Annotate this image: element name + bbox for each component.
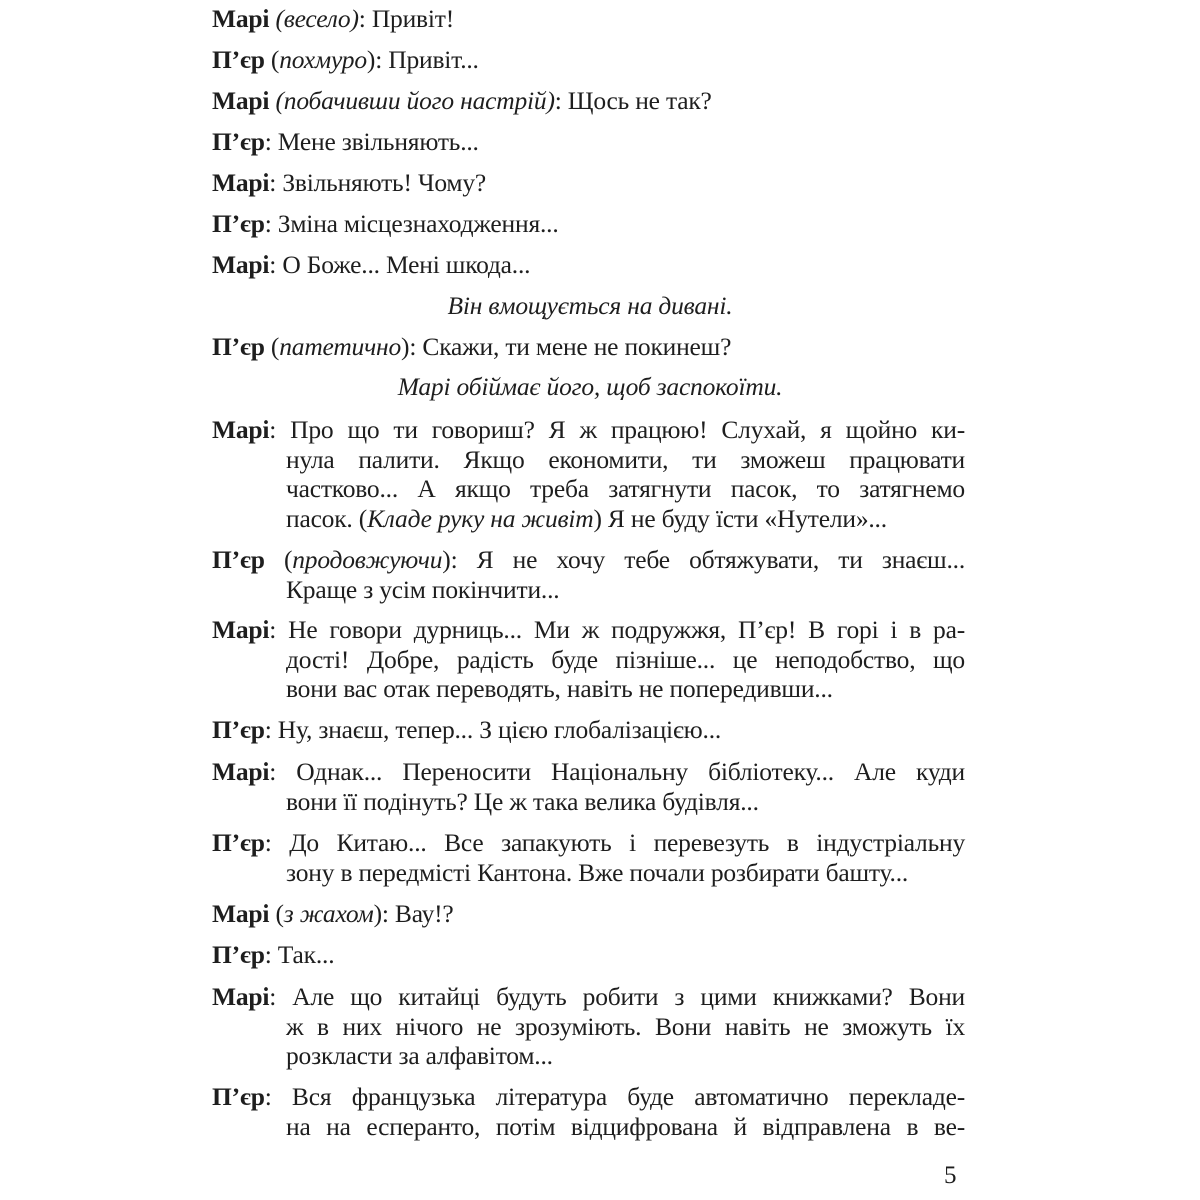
line-continuation: частково... А якщо треба затягнути пасок, то затягнемо xyxy=(286,474,965,503)
line-text: : Вау!? xyxy=(381,899,454,928)
line-text: : Скажи, ти мене не покинеш? xyxy=(409,332,732,361)
dialogue-line xyxy=(212,828,965,887)
line-continuation: Краще з усім покінчити... xyxy=(286,574,560,604)
dialogue-line xyxy=(212,86,712,116)
speaker-name: Марі xyxy=(212,86,270,115)
speaker-name: Марі xyxy=(212,757,270,786)
dialogue-line xyxy=(212,127,479,157)
dialogue-line xyxy=(212,45,479,75)
speaker-name: П’єр xyxy=(212,1082,265,1111)
line-text: : Вся французька література буде автоматично перекладе- xyxy=(264,1082,965,1111)
line-text: : Про що ти говориш? Я ж працюю! Слухай, я щойно ки- xyxy=(269,415,965,444)
speaker-name: П’єр xyxy=(212,332,265,361)
line-text: : Але що китайці будуть робити з цими книжками? Вони xyxy=(269,982,965,1011)
line-text: : До Китаю... Все запакують і перевезуть в індустріальну xyxy=(264,828,965,857)
dialogue-line xyxy=(212,168,486,198)
dialogue-line xyxy=(212,757,965,816)
dialogue-line xyxy=(212,545,965,604)
speaker-name: П’єр xyxy=(212,45,265,74)
line-continuation: дості! Добре, радість буде пізніше... це неподобство, що xyxy=(286,644,965,674)
stage-direction: Марі обіймає його, щоб заспокоїти. xyxy=(397,372,783,401)
dialogue-line xyxy=(212,415,965,533)
line-continuation: нула палити. Якщо економити, ти зможеш працювати xyxy=(286,444,965,474)
speaker-name: П’єр xyxy=(212,715,265,744)
line-continuation: ж в них нічого не зрозуміють. Вони навіть не зможуть їх xyxy=(286,1011,965,1041)
stage-direction: Він вмощується на дивані. xyxy=(447,291,733,320)
stage-direction-inline: (похмуро) xyxy=(270,45,376,74)
line-text: : Так... xyxy=(264,940,335,969)
line-continuation: розкласти за алфавітом... xyxy=(286,1041,553,1070)
dialogue-line xyxy=(212,982,965,1071)
speaker-name: П’єр xyxy=(212,209,265,238)
line-text: : Привіт... xyxy=(375,45,479,74)
stage-direction-inline: (продовжуючи) xyxy=(283,545,451,574)
dialogue-line xyxy=(212,332,731,362)
stage-direction-inline: (патетично) xyxy=(270,332,410,361)
line-continuation: вони вас отак переводять, навіть не попередивши... xyxy=(286,674,833,703)
speaker-name: П’єр xyxy=(212,828,265,857)
dialogue-line xyxy=(212,1082,965,1141)
page-number: 5 xyxy=(944,1162,957,1189)
line-text: : Однак... Переносити Національну бібліотеку... Але куди xyxy=(269,757,965,786)
dialogue-line xyxy=(212,940,334,970)
speaker-name: Марі xyxy=(212,899,270,928)
stage-direction-inline: (побачивши його настрій) xyxy=(275,86,555,115)
line-text: : Зміна місцезнаходження... xyxy=(264,209,559,238)
line-text: : Привіт! xyxy=(358,4,455,33)
dialogue-line xyxy=(212,615,965,704)
speaker-name: Марі xyxy=(212,168,270,197)
dialogue-line xyxy=(212,715,721,745)
line-text: : Я не хочу тебе обтяжувати, ти знаєш... xyxy=(450,545,965,574)
line-continuation: на на есперанто, потім відцифрована й відправлена в ве- xyxy=(286,1111,965,1141)
speaker-name: Марі xyxy=(212,4,270,33)
speaker-name: Марі xyxy=(212,250,270,279)
speaker-name: Марі xyxy=(212,615,270,644)
speaker-name: Марі xyxy=(212,415,270,444)
line-continuation: пасок. (Кладе руку на живіт) Я не буду їсти «Нутели»... xyxy=(286,503,887,533)
line-continuation: зону в передмісті Кантона. Вже почали розбирати башту... xyxy=(286,857,909,887)
dialogue-line xyxy=(212,4,454,34)
stage-direction-inline: (з жахом) xyxy=(275,899,382,928)
line-text: : Ну, знаєш, тепер... З цією глобалізацією... xyxy=(264,715,722,744)
stage-direction-inline: (весело) xyxy=(275,4,359,33)
line-text: : Мене звільняють... xyxy=(264,127,479,156)
line-text: : Не говори дурниць... Ми ж подружжя, П’єр! В горі і в ра- xyxy=(269,615,965,644)
line-text: : Щось не так? xyxy=(554,86,712,115)
line-text: : О Боже... Мені шкода... xyxy=(269,250,531,279)
speaker-name: Марі xyxy=(212,982,270,1011)
speaker-name: П’єр xyxy=(212,545,265,574)
dialogue-line xyxy=(212,209,559,239)
dialogue-line xyxy=(212,899,454,929)
stage-direction-inline: Кладе руку на живіт xyxy=(367,503,594,533)
line-text: : Звільняють! Чому? xyxy=(269,168,486,197)
speaker-name: П’єр xyxy=(212,127,265,156)
speaker-name: П’єр xyxy=(212,940,265,969)
line-continuation: вони її подінуть? Це ж така велика будівля... xyxy=(286,786,759,816)
dialogue-line xyxy=(212,250,530,280)
